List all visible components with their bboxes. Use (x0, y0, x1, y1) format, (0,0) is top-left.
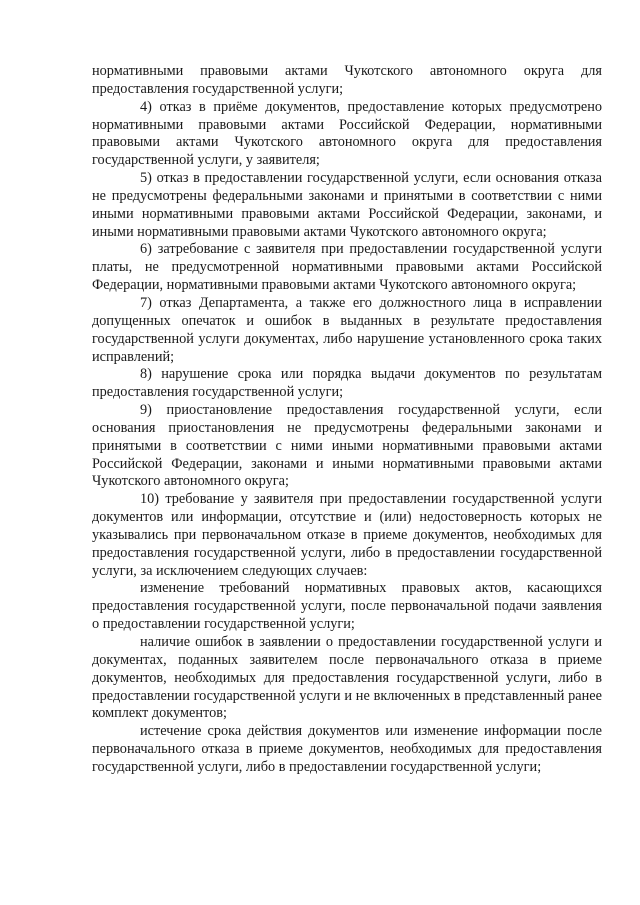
paragraph-exception-1: изменение требований нормативных правовых актов, касающихся предоставления государственной услуги, после первоначальной подачи заявления о предоставлении государственной услуги; (92, 580, 602, 633)
paragraph-exception-3: истечение срока действия документов или изменение информации после первоначального отказа в приеме документов, необходимых для предоставления государственной услуги, либо в предоставлении государственной услуги; (92, 723, 602, 775)
paragraph-item-5: 5) отказ в предоставлении государственной услуги, если основания отказа не предусмотрены федеральными законами и принятыми в соответствии с ними иными нормативными правовыми актами Российской Федерации, законами, и иными нормативными правовыми актами Чукотского автономного округа; (92, 170, 602, 240)
paragraph-item-10: 10) требование у заявителя при предоставлении государственной услуги документов или информации, отсутствие и (или) недостоверность которых не указывались при первоначальном отказе в приеме документов, необходимых для предоставления государственной услуги, либо в предоставлении государственной услуги, за исключением следующих случаев: (92, 491, 602, 579)
paragraph-item-6: 6) затребование с заявителя при предоставлении государственной услуги платы, не предусмотренной нормативными правовыми актами Российской Федерации, нормативными правовыми актами Чукотского автономного округа; (92, 241, 602, 294)
paragraph-item-9: 9) приостановление предоставления государственной услуги, если основания приостановления не предусмотрены федеральными законами и принятыми в соответствии с ними иными нормативными правовыми актами Российской Федерации, законами и иными нормативными правовыми актами Чукотского автономного округа; (92, 402, 602, 490)
paragraph-item-8: 8) нарушение срока или порядка выдачи документов по результатам предоставления государственной услуги; (92, 366, 602, 401)
document-body (92, 63, 602, 777)
paragraph-item-4: 4) отказ в приёме документов, предоставление которых предусмотрено нормативными правовыми актами Российской Федерации, нормативными правовыми актами Чукотского автономного округа для предоставления государственной услуги, у заявителя; (92, 98, 602, 169)
paragraph-exception-2: наличие ошибок в заявлении о предоставлении государственной услуги и документах, поданных заявителем после первоначального отказа в приеме документов, необходимых для предоставления государственной услуги, либо в предоставлении государственной услуги и не включенных в представленный ранее комплект документов; (92, 634, 602, 722)
paragraph-item-7: 7) отказ Департамента, а также его должностного лица в исправлении допущенных опечаток и ошибок в выданных в результате предоставления государственной услуги документах, либо нарушение установленного срока таких исправлений; (92, 294, 602, 365)
paragraph-continuation: нормативными правовыми актами Чукотского автономного округа для предоставления государственной услуги; (92, 63, 602, 97)
